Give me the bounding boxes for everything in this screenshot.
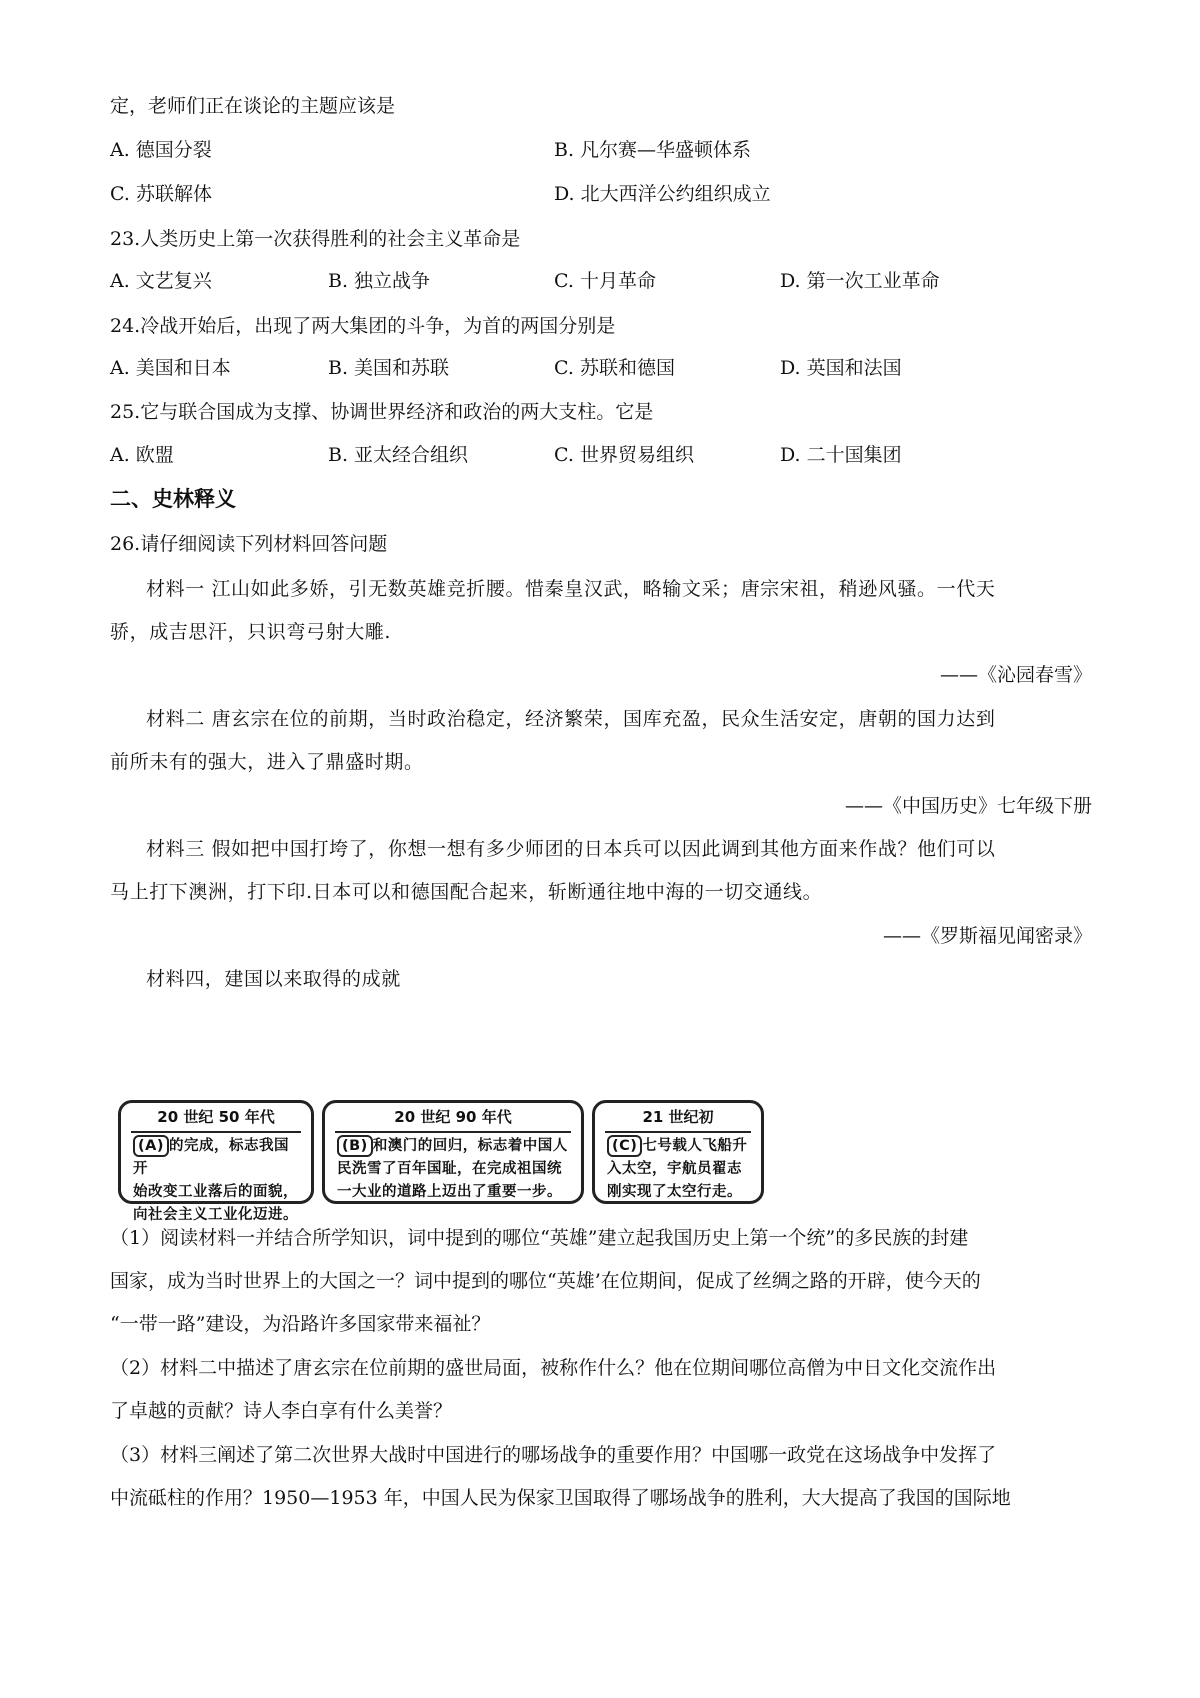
achievement-card-21st-century bbox=[592, 1100, 764, 1204]
q22-option-c: C. 苏联解体 bbox=[110, 183, 212, 205]
q22-option-d: D. 北大西洋公约组织成立 bbox=[554, 183, 771, 205]
question-26-stem: 26.请仔细阅读下列材料回答问题 bbox=[110, 533, 388, 555]
card-line: 入太空，宇航员翟志 bbox=[607, 1161, 742, 1177]
card-line: 和澳门的回归，标志着中国人 bbox=[372, 1138, 568, 1154]
material-1-line-1: 材料一 江山如此多娇，引无数英雄竞折腰。惜秦皇汉武，略输文采；唐宗宋祖，稍逊风骚。一代天 bbox=[146, 578, 996, 600]
answer-blank-c: (C) bbox=[607, 1135, 642, 1157]
question-25-stem: 25.它与联合国成为支撑、协调世界经济和政治的两大支柱。它是 bbox=[110, 401, 654, 423]
card-line: 的完成，标志我国开 bbox=[133, 1138, 289, 1177]
card-line: 民洗雪了百年国耻，在完成祖国统 bbox=[337, 1161, 562, 1177]
q23-option-d: D. 第一次工业革命 bbox=[780, 270, 940, 292]
sub-question-3-line-1: （3）材料三阐述了第二次世界大战时中国进行的哪场战争的重要作用？中国哪一政党在这场战争中发挥了 bbox=[110, 1444, 997, 1466]
sub-question-2-line-2: 了卓越的贡献？诗人李白享有什么美誉？ bbox=[110, 1400, 453, 1422]
card-line: 始改变工业落后的面貌， bbox=[133, 1184, 298, 1200]
sub-question-3-line-2: 中流砥柱的作用？1950—1953 年，中国人民为保家卫国取得了哪场战争的胜利，大大提高了我国的国际地 bbox=[110, 1487, 1011, 1509]
q23-option-a: A. 文艺复兴 bbox=[110, 270, 212, 292]
q22-option-b: B. 凡尔赛—华盛顿体系 bbox=[554, 139, 752, 161]
card-line: 一大业的道路上迈出了重要一步。 bbox=[337, 1184, 562, 1200]
sub-question-1-line-3: “一带一路”建设，为沿路许多国家带来福祉？ bbox=[110, 1313, 491, 1335]
card-text bbox=[121, 1133, 311, 1227]
q25-option-a: A. 欧盟 bbox=[110, 444, 174, 466]
material-2-line-2: 前所未有的强大，进入了鼎盛时期。 bbox=[110, 751, 424, 773]
q24-option-b: B. 美国和苏联 bbox=[328, 357, 450, 379]
q25-option-d: D. 二十国集团 bbox=[780, 444, 902, 466]
q24-option-c: C. 苏联和德国 bbox=[554, 357, 675, 379]
q23-option-c: C. 十月革命 bbox=[554, 270, 656, 292]
material-2-source: ——《中国历史》七年级下册 bbox=[844, 795, 1092, 817]
q24-option-d: D. 英国和法国 bbox=[780, 357, 902, 379]
q22-option-a: A. 德国分裂 bbox=[110, 139, 212, 161]
question-22-stem-tail: 定，老师们正在谈论的主题应该是 bbox=[110, 95, 396, 117]
card-title: 21 世纪初 bbox=[605, 1105, 751, 1133]
section-title: 二、史林释义 bbox=[110, 487, 236, 511]
material-2-line-1: 材料二 唐玄宗在位的前期，当时政治稳定，经济繁荣，国库充盈，民众生活安定，唐朝的国力达到 bbox=[146, 708, 996, 730]
material-1-line-2: 骄，成吉思汗，只识弯弓射大雕. bbox=[110, 621, 392, 643]
material-3-source: ——《罗斯福见闻密录》 bbox=[882, 925, 1092, 947]
sub-question-1-line-2: 国家，成为当时世界上的大国之一？词中提到的哪位“英雄’在位期间，促成了丝绸之路的开辟，使今天的 bbox=[110, 1270, 981, 1292]
card-title: 20 世纪 50 年代 bbox=[131, 1105, 301, 1133]
answer-blank-b: (B) bbox=[337, 1135, 373, 1157]
sub-question-1-line-1: （1）阅读材料一并结合所学知识，词中提到的哪位“英雄”建立起我国历史上第一个统”的多民族的封建 bbox=[110, 1227, 969, 1249]
card-line: 七号载人飞船升 bbox=[642, 1138, 748, 1154]
q25-option-b: B. 亚太经合组织 bbox=[328, 444, 469, 466]
answer-blank-a: (A) bbox=[133, 1135, 169, 1157]
material-4-title: 材料四，建国以来取得的成就 bbox=[146, 968, 401, 990]
card-text bbox=[325, 1133, 581, 1204]
card-line: 向社会主义工业化迈进。 bbox=[133, 1207, 298, 1223]
question-23-stem: 23.人类历史上第一次获得胜利的社会主义革命是 bbox=[110, 228, 521, 250]
card-title: 20 世纪 90 年代 bbox=[335, 1105, 571, 1133]
q23-option-b: B. 独立战争 bbox=[328, 270, 431, 292]
achievement-card-1990s bbox=[322, 1100, 584, 1204]
material-3-line-2: 马上打下澳洲，打下印.日本可以和德国配合起来，斩断通往地中海的一切交通线。 bbox=[110, 881, 823, 903]
card-line: 刚实现了太空行走。 bbox=[607, 1184, 742, 1200]
achievement-card-1950s bbox=[118, 1100, 314, 1223]
q24-option-a: A. 美国和日本 bbox=[110, 357, 231, 379]
sub-question-2-line-1: （2）材料二中描述了唐玄宗在位前期的盛世局面，被称作什么？他在位期间哪位高僧为中日文化交流作出 bbox=[110, 1357, 997, 1379]
material-1-source: ——《沁园春雪》 bbox=[939, 664, 1092, 686]
q25-option-c: C. 世界贸易组织 bbox=[554, 444, 694, 466]
card-text bbox=[595, 1133, 761, 1204]
question-24-stem: 24.冷战开始后，出现了两大集团的斗争，为首的两国分别是 bbox=[110, 315, 616, 337]
material-3-line-1: 材料三 假如把中国打垮了，你想一想有多少师团的日本兵可以因此调到其他方面来作战？他们可以 bbox=[146, 838, 996, 860]
